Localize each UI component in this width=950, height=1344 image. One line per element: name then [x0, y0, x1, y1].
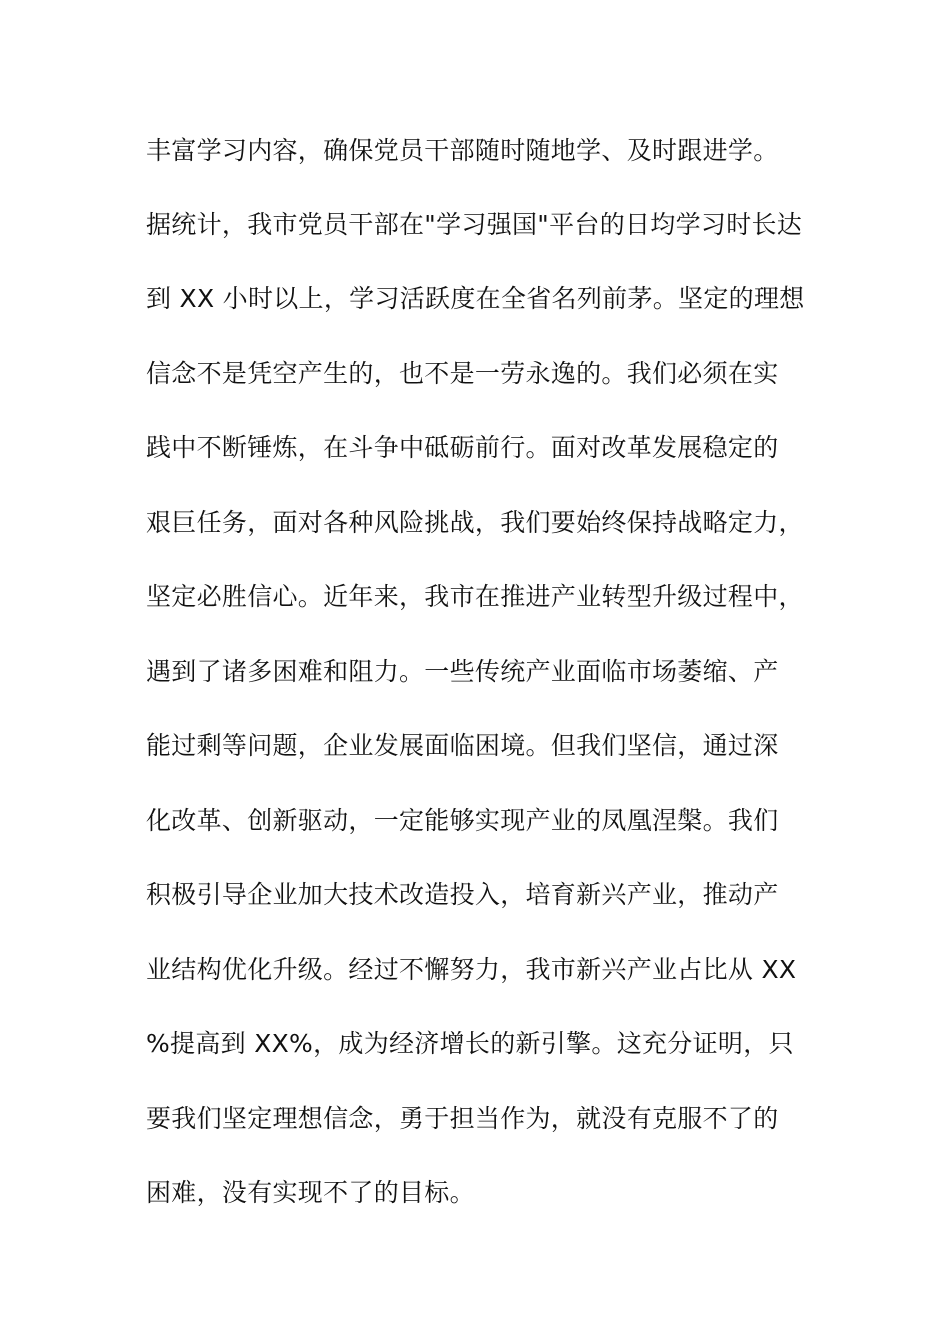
paragraph-line: 要我们坚定理想信念，勇于担当作为，就没有克服不了的	[146, 1104, 779, 1133]
paragraph-line: 艰巨任务，面对各种风险挑战，我们要始终保持战略定力，	[146, 508, 804, 537]
paragraph-line: %提高到 XX%，成为经济增长的新引擎。这充分证明，只	[146, 1029, 794, 1058]
paragraph-line: 践中不断锤炼，在斗争中砥砺前行。面对改革发展稳定的	[146, 433, 779, 462]
paragraph-line: 业结构优化升级。经过不懈努力，我市新兴产业占比从 XX	[146, 955, 797, 984]
paragraph-line: 能过剩等问题，企业发展面临困境。但我们坚信，通过深	[146, 731, 779, 760]
paragraph-line: 积极引导企业加大技术改造投入，培育新兴产业，推动产	[146, 880, 779, 909]
paragraph-line: 化改革、创新驱动，一定能够实现产业的凤凰涅槃。我们	[146, 806, 779, 835]
paragraph-line: 遇到了诸多困难和阻力。一些传统产业面临市场萎缩、产	[146, 657, 779, 686]
paragraph-line: 信念不是凭空产生的，也不是一劳永逸的。我们必须在实	[146, 359, 779, 388]
paragraph-line: 坚定必胜信心。近年来，我市在推进产业转型升级过程中，	[146, 582, 804, 611]
paragraph-line: 困难，没有实现不了的目标。	[146, 1178, 475, 1207]
paragraph-line: 丰富学习内容，确保党员干部随时随地学、及时跟进学。	[146, 136, 779, 165]
paragraph-line: 到 XX 小时以上，学习活跃度在全省名列前茅。坚定的理想	[146, 284, 805, 313]
paragraph-line: 据统计，我市党员干部在"学习强国"平台的日均学习时长达	[146, 210, 803, 239]
